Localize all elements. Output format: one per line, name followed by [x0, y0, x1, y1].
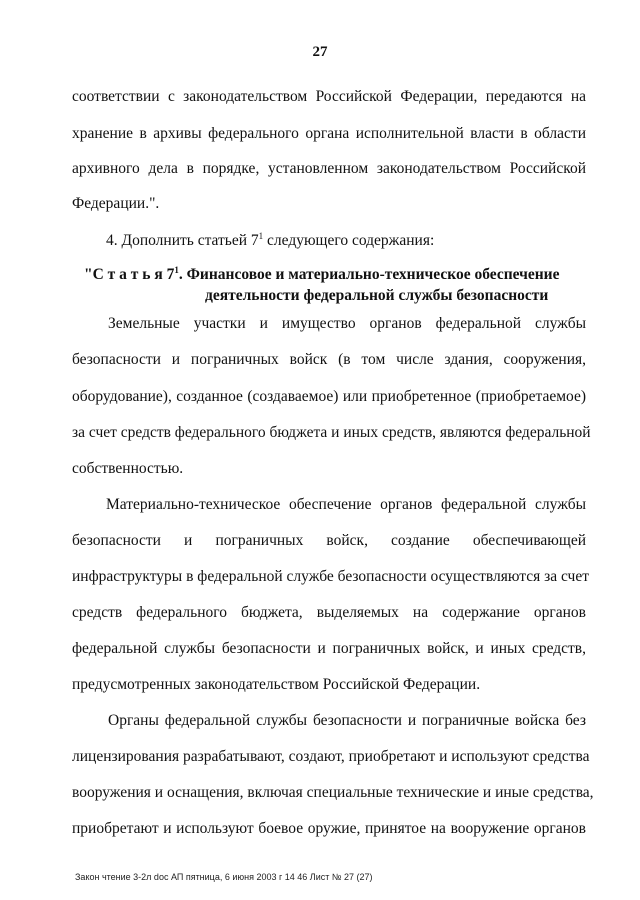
text-line: вооружения и оснащения, включая специальные технические и иные средства,: [72, 784, 594, 801]
text-line: безопасности и пограничных войск (в том числе здания, сооружения,: [72, 351, 586, 368]
superscript: 1: [258, 230, 264, 241]
text-line: соответствии с законодательством Российской Федерации, передаются на: [72, 88, 586, 105]
text-line: Федерации.".: [72, 195, 160, 212]
article-title: . Финансовое и материально-техническое обеспечение: [178, 266, 560, 283]
text-line: архивного дела в порядке, установленном законодательством Российской: [72, 160, 586, 177]
text-line: Материально-техническое обеспечение органов федеральной службы: [106, 496, 586, 513]
article-label: "С т а т ь я 7: [84, 266, 175, 283]
text-line: хранение в архивы федерального органа исполнительной власти в области: [72, 125, 586, 142]
text-line: предусмотренных законодательством Российской Федерации.: [72, 676, 481, 693]
text-line: приобретают и используют боевое оружие, принятое на вооружение органов: [72, 820, 586, 837]
instruction-text: следующего содержания:: [263, 232, 435, 249]
text-line: собственностью.: [72, 460, 184, 477]
text-line: федеральной службы безопасности и пограничных войск, и иных средств,: [72, 640, 586, 657]
text-line: за счет средств федерального бюджета и иных средств, являются федеральной: [72, 424, 591, 441]
article-heading-line-2: деятельности федеральной службы безопасности: [205, 287, 549, 304]
text-line: средств федерального бюджета, выделяемых на содержание органов: [72, 604, 586, 621]
text-line: оборудование), созданное (создаваемое) или приобретенное (приобретаемое): [72, 388, 586, 405]
amendment-instruction: [106, 232, 586, 250]
text-line: Земельные участки и имущество органов федеральной службы: [108, 315, 586, 332]
text-line: лицензирования разрабатывают, создают, приобретают и используют средства: [72, 748, 590, 765]
text-line: Органы федеральной службы безопасности и пограничные войска без: [108, 712, 586, 729]
page-number: 27: [312, 44, 328, 60]
text-line: инфраструктуры в федеральной службе безопасности осуществляются за счет: [72, 568, 590, 585]
text-line: безопасности и пограничных войск, создание обеспечивающей: [72, 532, 586, 549]
article-heading-line-1: [84, 266, 586, 284]
page-footer: Закон чтение 3-2л doc АП пятница, 6 июня 2003 г 14 46 Лист № 27 (27): [75, 872, 373, 882]
superscript: 1: [174, 264, 179, 275]
instruction-text: 4. Дополнить статьей 7: [106, 232, 259, 249]
